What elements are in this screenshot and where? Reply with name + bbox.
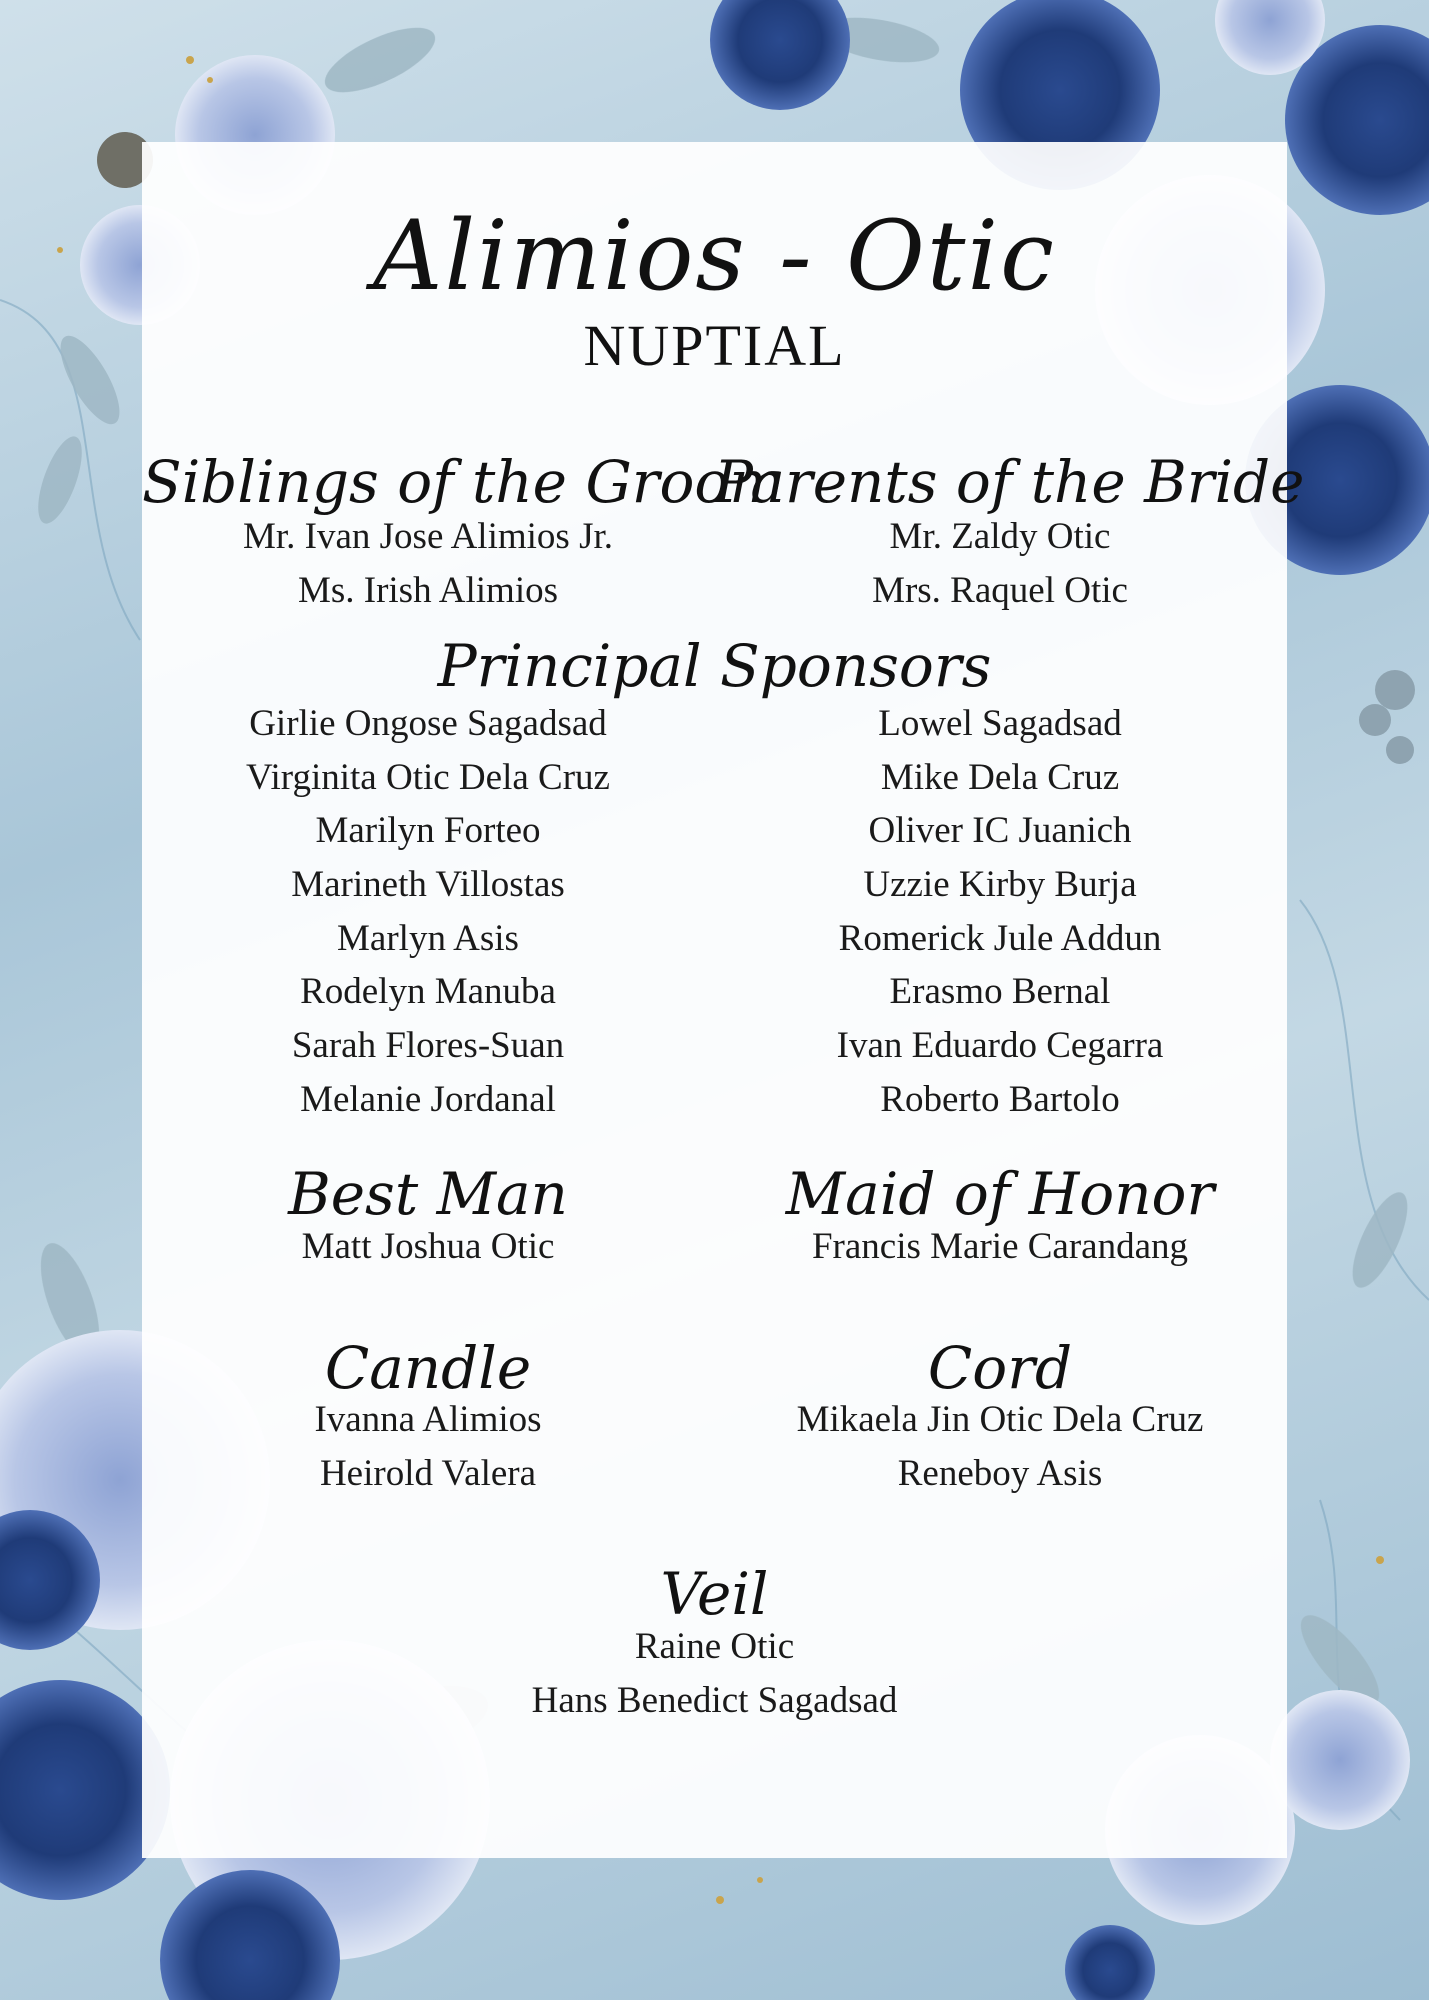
list-item: Oliver IC Juanich	[868, 810, 1132, 852]
list-item: Virginita Otic Dela Cruz	[246, 756, 610, 798]
heading-siblings-groom: Siblings of the Groom	[142, 448, 785, 516]
list-item: Ms. Irish Alimios	[297, 569, 559, 611]
list-item: Roberto Bartolo	[880, 1078, 1120, 1120]
list-item: Francis Marie Carandang	[811, 1226, 1189, 1267]
list-item: Erasmo Bernal	[889, 971, 1111, 1013]
couple-title: Alimios - Otic	[373, 200, 1056, 312]
nuptial-subtitle: NUPTIAL	[583, 313, 846, 378]
heading-parents-bride: Parents of the Bride	[714, 448, 1305, 516]
list-item: Marilyn Forteo	[315, 810, 541, 852]
list-item: Reneboy Asis	[897, 1452, 1103, 1494]
list-item: Marlyn Asis	[337, 917, 519, 959]
list-item: Lowel Sagadsad	[878, 703, 1122, 744]
list-item: Romerick Jule Addun	[838, 917, 1162, 959]
list-item: Rodelyn Manuba	[300, 971, 556, 1013]
list-item: Mike Dela Cruz	[880, 756, 1120, 798]
list-item: Melanie Jordanal	[300, 1078, 556, 1120]
veil-list	[0, 1620, 1429, 1727]
heading-maid-of-honor: Maid of Honor	[785, 1160, 1215, 1228]
parents-bride-list	[714, 510, 1286, 617]
list-item: Uzzie Kirby Burja	[863, 864, 1137, 906]
list-item: Ivan Eduardo Cegarra	[836, 1025, 1164, 1067]
sponsors-right-list	[714, 697, 1286, 1127]
best-man-list	[142, 1220, 714, 1274]
cord-list	[714, 1393, 1286, 1500]
list-item: Girlie Ongose Sagadsad	[249, 703, 607, 744]
list-item: Mr. Ivan Jose Alimios Jr.	[242, 516, 614, 557]
list-item: Ivanna Alimios	[314, 1399, 542, 1440]
candle-list	[142, 1393, 714, 1500]
list-item: Heirold Valera	[319, 1452, 537, 1494]
list-item: Marineth Villostas	[291, 864, 565, 906]
heading-candle: Candle	[324, 1334, 532, 1402]
heading-principal-sponsors: Principal Sponsors	[437, 632, 992, 700]
list-item: Mikaela Jin Otic Dela Cruz	[796, 1399, 1204, 1440]
list-item: Mrs. Raquel Otic	[872, 569, 1128, 611]
heading-cord: Cord	[927, 1334, 1073, 1402]
maid-of-honor-list	[714, 1220, 1286, 1274]
list-item: Hans Benedict Sagadsad	[531, 1679, 898, 1721]
list-item: Matt Joshua Otic	[301, 1226, 555, 1267]
list-item: Sarah Flores-Suan	[291, 1025, 565, 1067]
heading-best-man: Best Man	[288, 1160, 568, 1228]
siblings-groom-list	[142, 510, 714, 617]
heading-veil: Veil	[660, 1560, 769, 1628]
list-item: Raine Otic	[634, 1626, 795, 1667]
sponsors-left-list	[142, 697, 714, 1127]
list-item: Mr. Zaldy Otic	[889, 516, 1111, 557]
